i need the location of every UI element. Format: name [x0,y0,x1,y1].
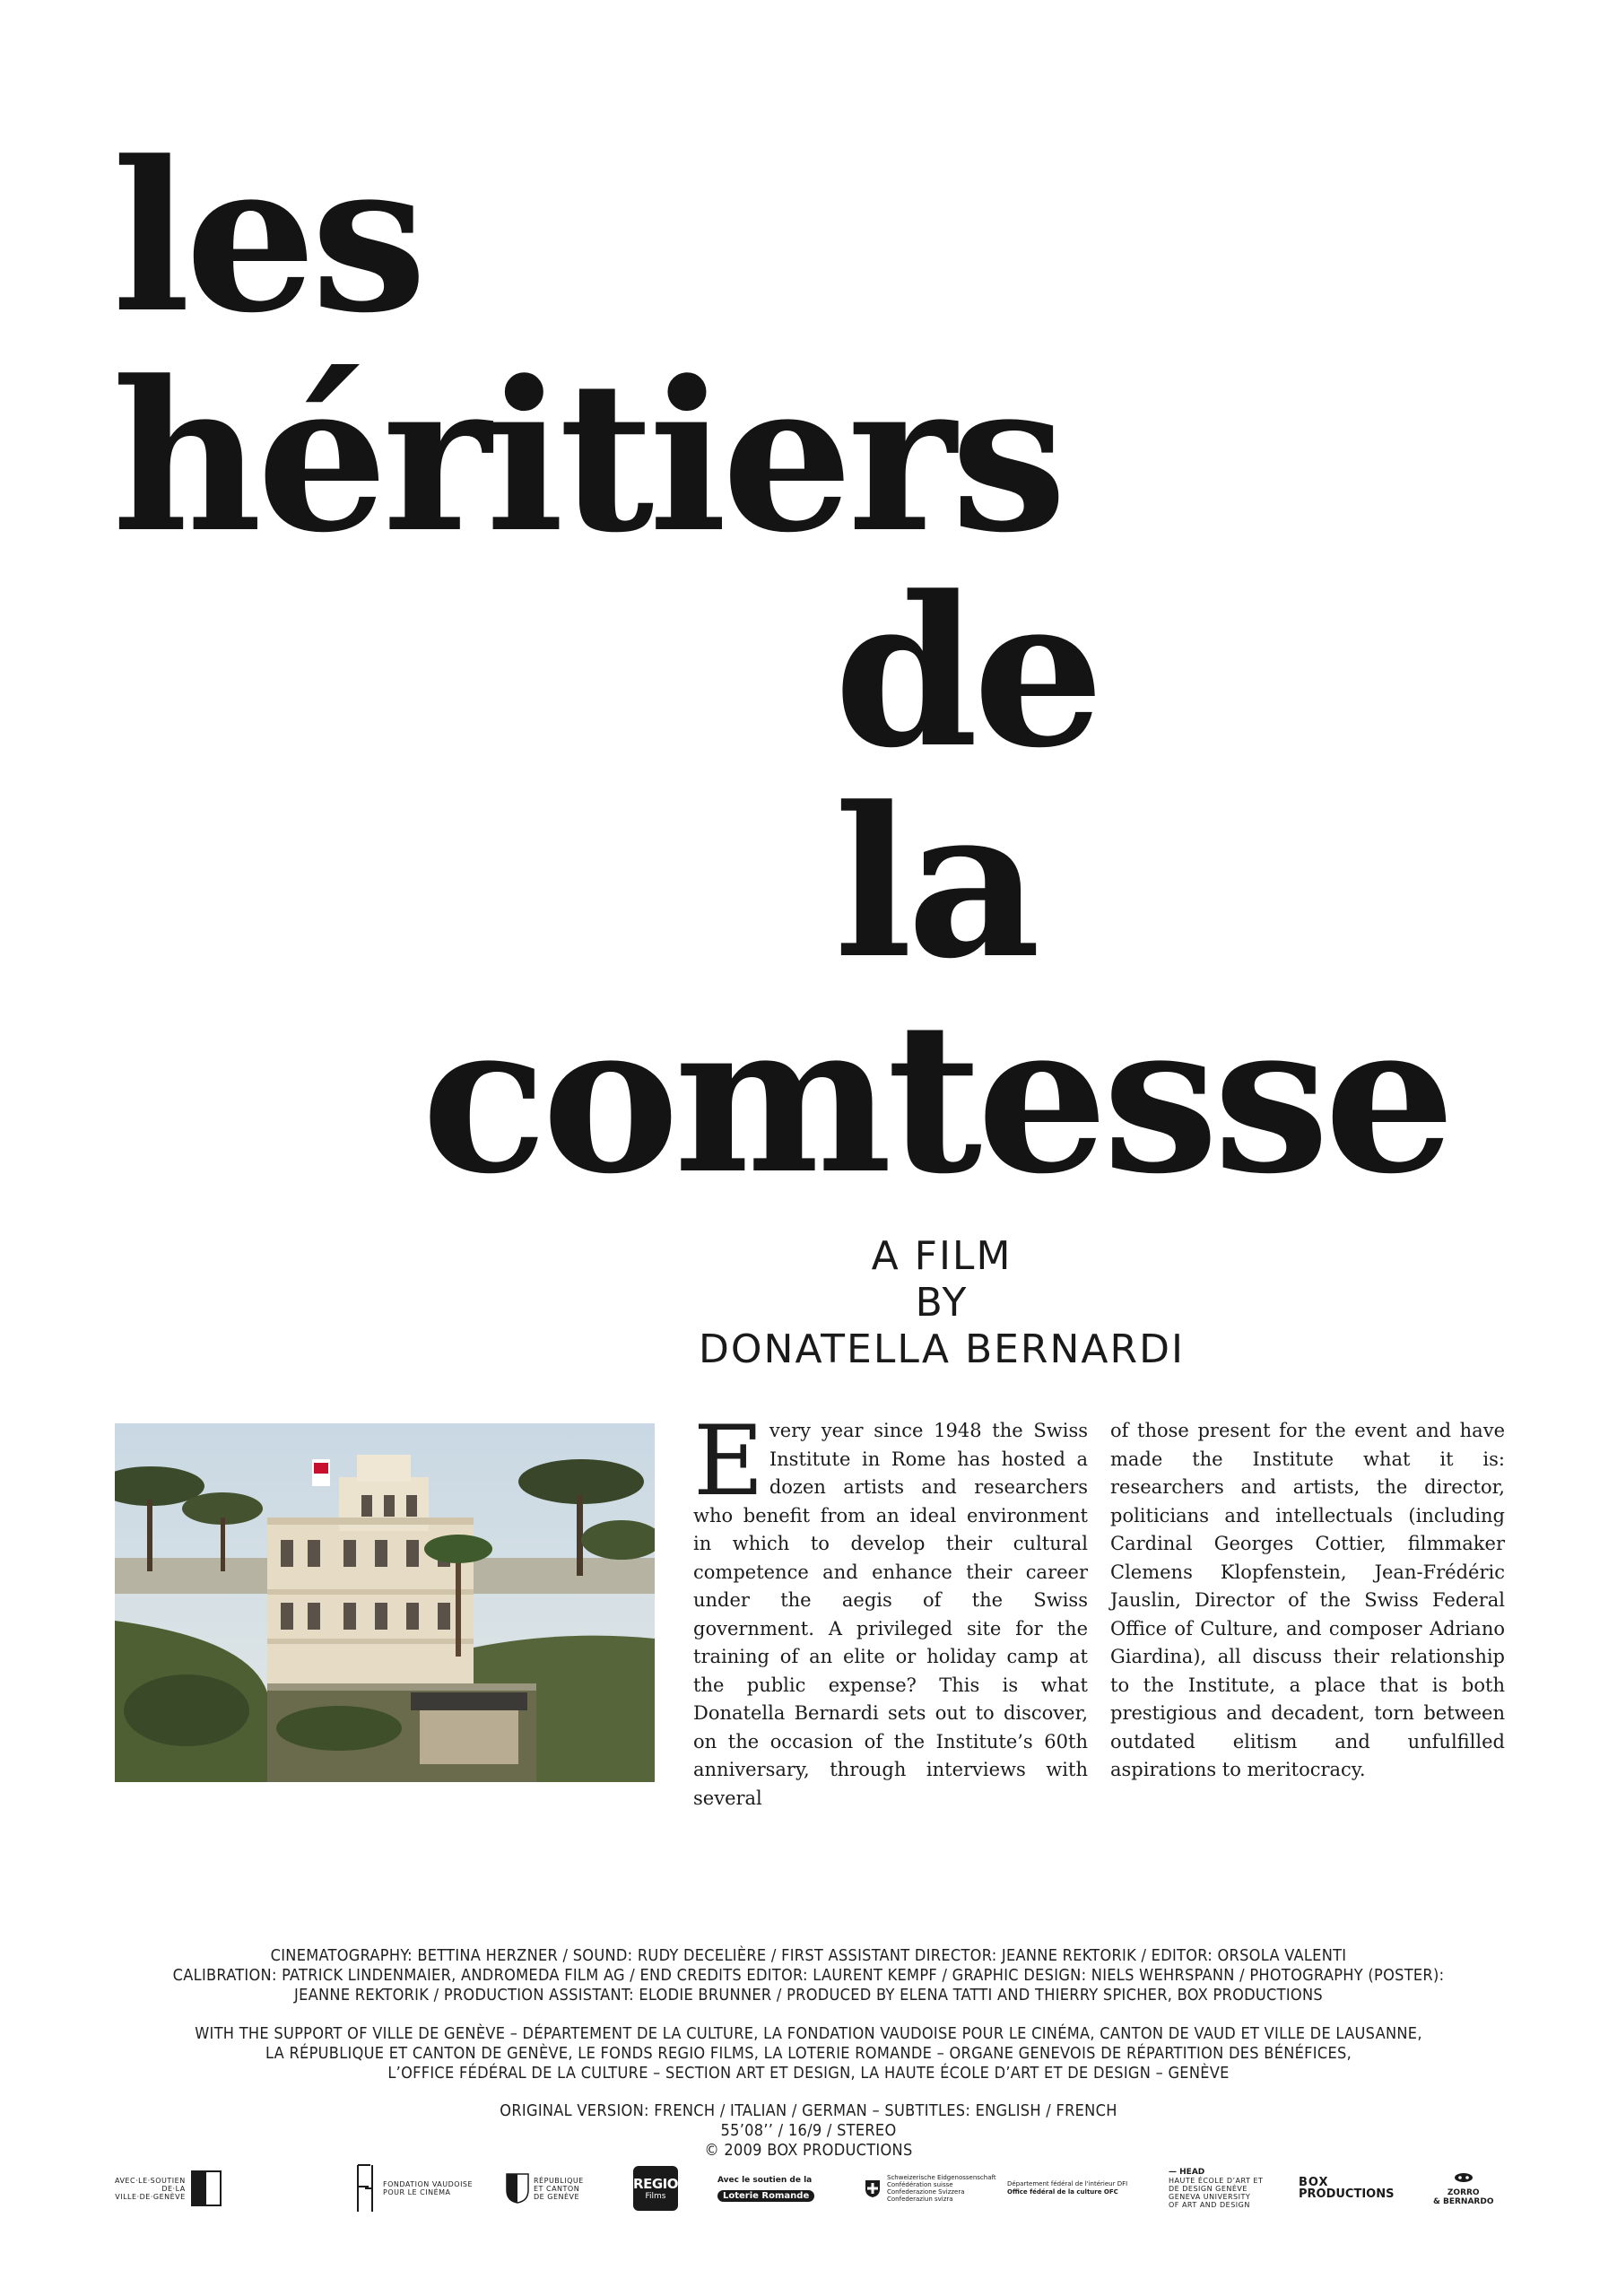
logo-text: Confédération suisse [887,2181,953,2188]
synopsis-text-1: very year since 1948 the Swiss Institute in Rome has hosted a dozen artists and researchers who benefit from an ideal environment in which to develop their cultural competence and enhance their career under the aegis of the Swiss government. A privileged site for the training of an elite or holiday camp at the public expense? This is what Donatella Bernardi sets out to discover, on the occasion of the Institute’s 60th anniversary, through interviews with several [693,1420,1088,1809]
republique-crest-icon [505,2172,530,2205]
logo-text: POUR LE CINÉMA [383,2188,451,2196]
logo-text: Loterie Romande [717,2190,814,2202]
logo-regio-films [633,2161,678,2215]
fondation-fh-icon [352,2161,379,2215]
logo-text: Confederaziun svizra [887,2196,953,2203]
crew-credits [99,1946,1518,2005]
logo-text: FONDATION VAUDOISE [383,2180,474,2188]
credit-line: CINEMATOGRAPHY: BETTINA HERZNER / SOUND: RUDY DECELIÈRE / FIRST ASSISTANT DIRECTOR: JEANNE REKTORIK / EDITOR: ORSOLA VALENTI [270,1946,1347,1965]
logo-text: DE GENÈVE [534,2192,580,2201]
logo-text: DE DESIGN GENÈVE [1169,2185,1248,2193]
logo-head-geneve [1169,2161,1263,2215]
credit-line: L’OFFICE FÉDÉRAL DE LA CULTURE – SECTION ART ET DESIGN, LA HAUTE ÉCOLE D’ART ET DE DESIGN – GENÈVE [387,2064,1230,2083]
logo-text: REGIO [633,2176,678,2192]
support-credits [99,2024,1518,2083]
logo-text: AVEC·LE·SOUTIEN [115,2176,186,2185]
byline-a-film: A FILM [871,1233,1013,1279]
credit-line: WITH THE SUPPORT OF VILLE DE GENÈVE – DÉPARTEMENT DE LA CULTURE, LA FONDATION VAUDOISE POUR LE CINÉMA, CANTON DE VAUD ET VILLE DE LAUSANNE, [195,2024,1422,2043]
logo-ville-de-geneve [115,2161,222,2215]
logo-text: DE·LA [161,2184,186,2193]
title-word-la: la [834,762,1036,1004]
logo-text: Avec le soutien de la [717,2175,813,2185]
zorro-mask-icon [1453,2170,1474,2185]
title-word-de: de [834,552,1100,794]
title-word-heritiers: héritiers [112,336,1062,578]
credit-line: © 2009 BOX PRODUCTIONS [704,2141,913,2160]
credit-line: LA RÉPUBLIQUE ET CANTON DE GENÈVE, LE FONDS REGIO FILMS, LA LOTERIE ROMANDE – ORGANE GENEVOIS DE RÉPARTITION DES BÉNÉFICES, [265,2044,1352,2063]
logo-text: VILLE·DE·GENÈVE [115,2192,186,2201]
swiss-cross-icon [864,2179,882,2198]
logo-text: Schweizerische Eidgenossenschaft [887,2174,996,2181]
sponsor-logos [115,2161,1505,2215]
credit-line: ORIGINAL VERSION: FRENCH / ITALIAN / GERMAN – SUBTITLES: ENGLISH / FRENCH [500,2101,1117,2120]
logo-fondation-vaudoise [352,2161,473,2215]
logo-text: HAUTE ÉCOLE D’ART ET [1169,2177,1264,2185]
credit-line: 55’08’’ / 16/9 / STEREO [720,2121,897,2140]
logo-text: Confederazione Svizzera [887,2188,965,2196]
logo-republique-geneve [505,2161,584,2215]
drop-cap: E [693,1405,764,1518]
logo-box-productions [1299,2161,1394,2215]
logo-text: BOX [1299,2176,1329,2189]
title-word-comtesse: comtesse [422,978,1450,1220]
logo-text: Département fédéral de l'intérieur DFI [1007,2180,1128,2187]
title-word-les: les [112,117,422,359]
synopsis-column-2: of those present for the event and have made the Institute what it is: researchers and artists, the director, politicians and intellectuals (including Cardinal Georges Cottier, filmmaker Clemens Klopfenstein, Jean-Frédéric Jauslin, Director of the Swiss Federal Office of Culture, and composer Adriano Giardina), all discuss their relationship to the Institute, a place that is both prestigious and decadent, torn between outdated elitism and unfulfilled aspirations to meritocracy. [1110,1420,1505,1780]
credit-line: JEANNE REKTORIK / PRODUCTION ASSISTANT: ELODIE BRUNNER / PRODUCED BY ELENA TATTI AND THIERRY SPICHER, BOX PRODUCTIONS [294,1986,1323,2005]
byline-by: BY [915,1280,969,1326]
logo-text: Films [645,2192,666,2201]
logo-text: PRODUCTIONS [1299,2187,1395,2201]
logo-text: ZORRO [1447,2188,1480,2197]
byline-director: DONATELLA BERNARDI [699,1326,1185,1372]
logo-text: RÉPUBLIQUE [534,2176,584,2185]
logo-text: ET CANTON [534,2184,580,2193]
logo-zorro-bernardo [1433,2161,1493,2215]
geneve-crest-icon [191,2170,222,2206]
logo-text: — HEAD [1169,2168,1205,2177]
logo-text: Office fédéral de la culture OFC [1007,2188,1118,2196]
logo-text: GENEVA UNIVERSITY [1169,2193,1251,2201]
villa-photo [115,1423,655,1782]
logo-office-federal-culture [1007,2161,1127,2215]
logo-loterie-romande [717,2161,814,2215]
logo-text: OF ART AND DESIGN [1169,2201,1250,2209]
synopsis-column-1 [693,1405,1088,1813]
tech-specs [99,2101,1518,2161]
logo-confederation-suisse [864,2161,996,2215]
logo-text: & BERNARDO [1433,2197,1494,2206]
credit-line: CALIBRATION: PATRICK LINDENMAIER, ANDROMEDA FILM AG / END CREDITS EDITOR: LAURENT KEMPF / GRAPHIC DESIGN: NIELS WEHRSPANN / PHOTOGRAPHY (POSTER): [172,1966,1445,1985]
